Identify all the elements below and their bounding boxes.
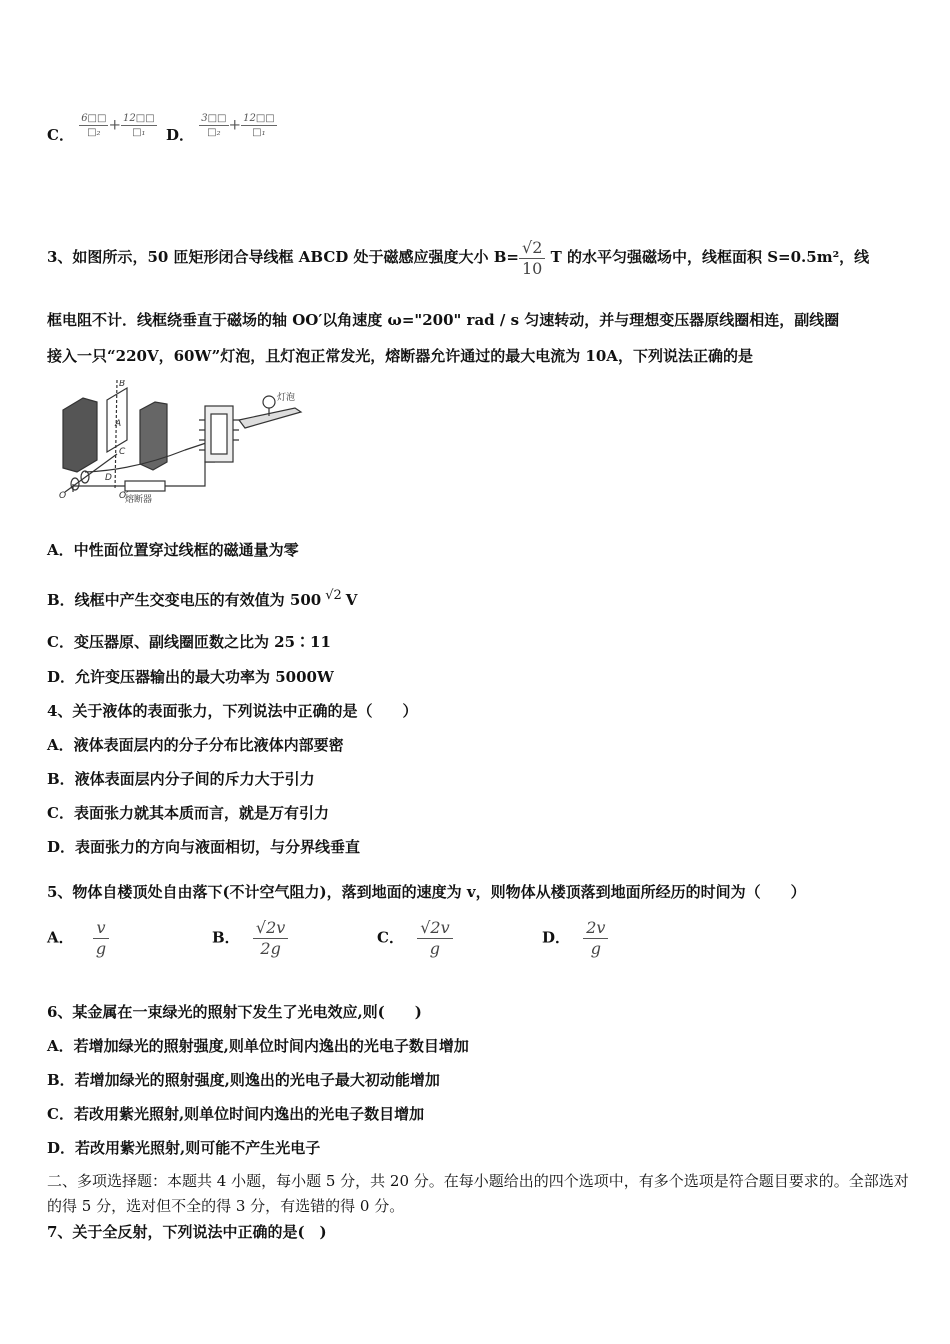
q3-stem-line-1 xyxy=(47,232,869,282)
q3-figure-generator-transformer xyxy=(55,380,315,510)
q2-c-f1-den: □₂ xyxy=(87,127,101,138)
q2-d-f2-num: 12□□ xyxy=(243,113,275,124)
q4-option-b: B．液体表面层内分子间的斥力大于引力 xyxy=(47,770,315,788)
q5-d-den: g xyxy=(590,939,601,958)
q5-c-den: g xyxy=(429,939,441,958)
q2-c-plus: + xyxy=(108,115,122,134)
section-2-instructions: 二、多项选择题：本题共 4 小题，每小题 5 分，共 20 分。在每小题给出的四个选项中，有多个选项是符合题目要求的。全部选对的得 5 分，选对但不全的得 3 分，有选错的得 0 分。 xyxy=(47,1172,909,1215)
q3-stem-line-3: 接入一只“220V，60W”灯泡，且灯泡正常发光，熔断器允许通过的最大电流为 10A，下列说法正确的是 xyxy=(47,347,753,365)
q4-option-c: C．表面张力就其本质而言，就是万有引力 xyxy=(47,804,329,822)
q5-option-a-label: A． xyxy=(47,928,74,947)
q3-stem-part-b: T 的水平匀强磁场中，线框面积 S=0.5m²，线 xyxy=(550,248,870,266)
q3-b-fraction xyxy=(519,238,545,279)
lamp-bulb xyxy=(263,396,275,408)
q5-b-den: 2g xyxy=(260,939,281,958)
q5-stem: 5、物体自楼顶处自由落下(不计空气阻力)，落到地面的速度为 v，则物体从楼顶落到地面所经历的时间为（ ） xyxy=(47,883,806,901)
q3-option-b-text: B．线框中产生交变电压的有效值为 500 xyxy=(47,591,322,609)
q3-stem-line-2: 框电阻不计．线框绕垂直于磁场的轴 OO′以角速度 ω="200" rad / s 匀速转动，并与理想变压器原线圈相连，副线圈 xyxy=(47,311,840,329)
q5-option-d-label: D． xyxy=(542,928,571,947)
q5-option-c-label: C． xyxy=(377,928,404,947)
left-magnet xyxy=(63,398,97,472)
q2-c-f2-den: □₁ xyxy=(132,127,146,138)
q2-c-fraction-1 xyxy=(79,112,108,139)
q2-option-c-label: C． xyxy=(47,125,74,144)
q2-d-f2-den: □₁ xyxy=(252,127,266,138)
right-magnet xyxy=(140,402,167,470)
q5-option-d-fraction xyxy=(583,918,608,959)
q6-option-b: B．若增加绿光的照射强度,则逸出的光电子最大初动能增加 xyxy=(47,1071,440,1089)
q5-a-den: g xyxy=(95,939,107,958)
fuse xyxy=(125,481,165,491)
q3-option-b-sqrt: √2 xyxy=(325,588,342,603)
q2-option-d-label: D． xyxy=(166,125,195,144)
axis-line xyxy=(115,380,117,490)
q5-option-b xyxy=(212,918,288,959)
q2-c-f1-num: 6□□ xyxy=(81,113,107,124)
fig-label-o: O xyxy=(59,491,67,501)
q2-d-fraction-1 xyxy=(199,112,228,139)
q2-option-d xyxy=(166,112,277,144)
q3-option-d: D．允许变压器输出的最大功率为 5000W xyxy=(47,668,334,686)
q5-option-a-fraction xyxy=(93,918,109,959)
fig-label-c: C xyxy=(119,447,126,457)
q4-option-a: A．液体表面层内的分子分布比液体内部要密 xyxy=(47,736,344,754)
q5-option-c xyxy=(377,918,453,959)
fig-label-a: A xyxy=(115,419,122,429)
fig-label-o-prime: O′ xyxy=(119,491,129,501)
q5-option-b-fraction xyxy=(253,918,288,959)
fig-label-b: B xyxy=(119,380,126,389)
q3-option-b-unit: V xyxy=(345,591,358,609)
q5-a-num: v xyxy=(93,918,109,939)
q5-option-b-label: B． xyxy=(212,928,240,947)
q6-option-a: A．若增加绿光的照射强度,则单位时间内逸出的光电子数目增加 xyxy=(47,1037,469,1055)
q2-d-f1-den: □₂ xyxy=(207,127,221,138)
q4-stem: 4、关于液体的表面张力，下列说法中正确的是（ ） xyxy=(47,702,418,720)
wire-to-transformer xyxy=(165,462,215,486)
fig-label-d: D xyxy=(105,473,112,483)
q3-b-num: √2 xyxy=(519,238,545,259)
q2-option-c xyxy=(47,112,157,144)
lamp-board xyxy=(239,408,301,428)
q3-option-c: C．变压器原、副线圈匝数之比为 25∶11 xyxy=(47,633,331,651)
q2-d-plus: + xyxy=(228,115,242,134)
q5-option-c-fraction xyxy=(417,918,452,959)
q2-d-fraction-2 xyxy=(241,112,277,139)
q5-b-num: √2v xyxy=(253,918,288,939)
q2-d-f1-num: 3□□ xyxy=(201,113,227,124)
q3-option-b xyxy=(47,586,357,610)
fig-lamp-label: 灯泡 xyxy=(277,393,296,403)
fig-fuse-label: 熔断器 xyxy=(125,495,153,505)
q7-stem: 7、关于全反射，下列说法中正确的是( ) xyxy=(47,1223,327,1241)
q4-option-d: D．表面张力的方向与液面相切，与分界线垂直 xyxy=(47,838,361,856)
q3-stem-part-a: 3、如图所示，50 匝矩形闭合导线框 ABCD 处于磁感应强度大小 B= xyxy=(47,248,519,266)
q6-option-c: C．若改用紫光照射,则单位时间内逸出的光电子数目增加 xyxy=(47,1105,425,1123)
q6-stem: 6、某金属在一束绿光的照射下发生了光电效应,则( ) xyxy=(47,1003,422,1021)
q2-c-fraction-2 xyxy=(121,112,157,139)
q2-c-f2-num: 12□□ xyxy=(123,113,155,124)
q5-c-num: √2v xyxy=(417,918,452,939)
q5-option-a xyxy=(47,918,109,959)
q3-b-den: 10 xyxy=(522,258,543,278)
q6-option-d: D．若改用紫光照射,则可能不产生光电子 xyxy=(47,1139,321,1157)
q3-option-a: A．中性面位置穿过线框的磁通量为零 xyxy=(47,541,299,559)
q5-option-d xyxy=(542,918,608,959)
q5-d-num: 2v xyxy=(583,918,608,939)
